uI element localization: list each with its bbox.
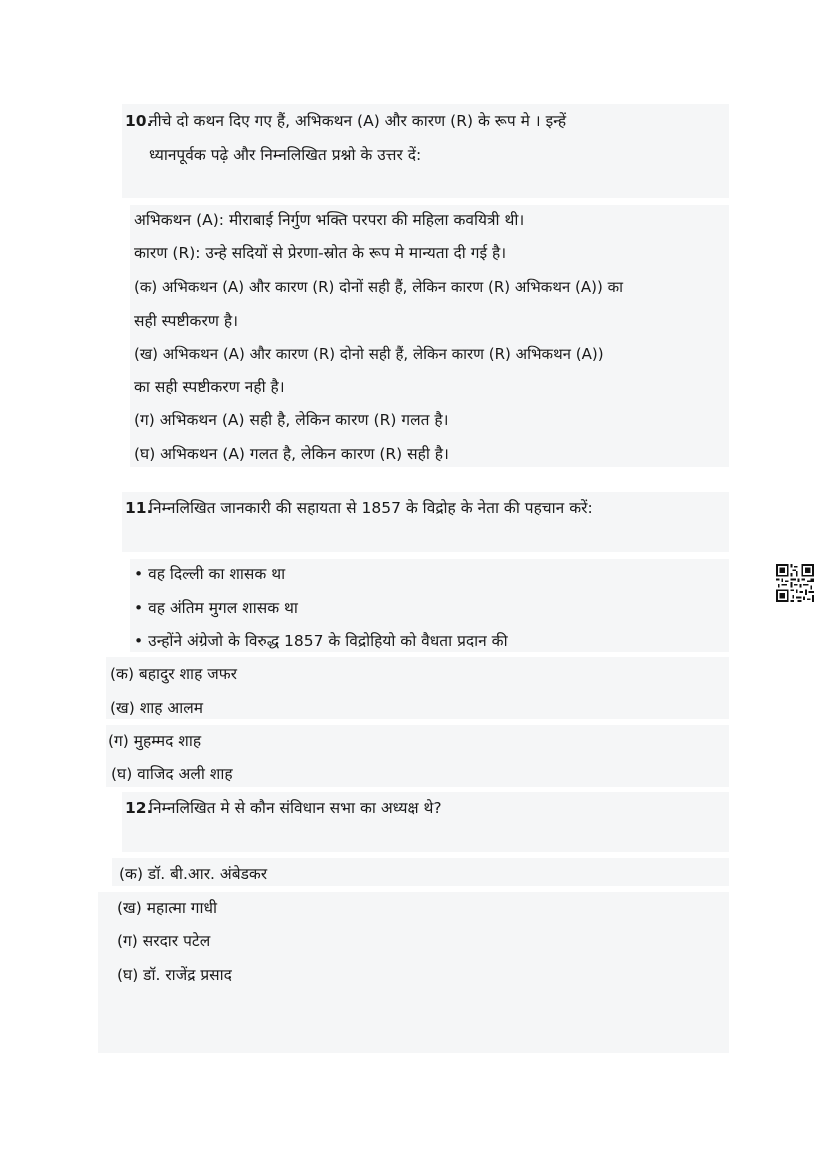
q10-reason: कारण (R): उन्हे सदियों से प्रेरणा-स्रोत के रूप मे मान्यता दी गई है। bbox=[134, 244, 507, 262]
q10-option-a-line2: सही स्पष्टीकरण है। bbox=[134, 312, 239, 330]
q10-option-d: (घ) अभिकथन (A) गलत है, लेकिन कारण (R) सही है। bbox=[134, 445, 449, 463]
q12-number: 12. bbox=[125, 799, 153, 817]
q10-assertion: अभिकथन (A): मीराबाई निर्गुण भक्ति परपरा की महिला कवयित्री थी। bbox=[134, 211, 525, 229]
q12-option-a: (क) डॉ. बी.आर. अंबेडकर bbox=[119, 865, 268, 883]
q11-option-b: (ख) शाह आलम bbox=[110, 699, 204, 717]
q12-stem: निम्नलिखित मे से कौन संविधान सभा का अध्यक्ष थे? bbox=[149, 799, 442, 817]
q10-number: 10. bbox=[125, 112, 153, 130]
qr-code-icon bbox=[776, 564, 814, 602]
q11-option-a: (क) बहादुर शाह जफर bbox=[110, 665, 238, 683]
q11-bullet-1: • वह दिल्ली का शासक था bbox=[134, 565, 286, 583]
q11-bullet-2: • वह अंतिम मुगल शासक था bbox=[134, 599, 298, 617]
q10-stem-line1: नीचे दो कथन दिए गए हैं, अभिकथन (A) और कारण (R) के रूप मे । इन्हें bbox=[149, 112, 567, 130]
q10-option-b-line2: का सही स्पष्टीकरण नही है। bbox=[134, 378, 285, 396]
q12-option-d: (घ) डॉ. राजेंद्र प्रसाद bbox=[117, 966, 232, 984]
q11-number: 11. bbox=[125, 499, 153, 517]
q11-option-c: (ग) मुहम्मद शाह bbox=[108, 732, 202, 750]
q11-option-d: (घ) वाजिद अली शाह bbox=[111, 765, 233, 783]
q11-stem: निम्नलिखित जानकारी की सहायता से 1857 के विद्रोह के नेता की पहचान करें: bbox=[149, 499, 593, 517]
q12-option-c: (ग) सरदार पटेल bbox=[117, 932, 211, 950]
q10-option-a-line1: (क) अभिकथन (A) और कारण (R) दोनों सही हैं, लेकिन कारण (R) अभिकथन (A)) का bbox=[134, 278, 623, 296]
q11-bullet-3: • उन्होंने अंग्रेजो के विरुद्ध 1857 के विद्रोहियो को वैधता प्रदान की bbox=[134, 632, 508, 650]
q10-stem-line2: ध्यानपूर्वक पढ़े और निम्नलिखित प्रश्नो के उत्तर दें: bbox=[149, 146, 422, 164]
q10-option-b-line1: (ख) अभिकथन (A) और कारण (R) दोनो सही हैं, लेकिन कारण (R) अभिकथन (A)) bbox=[134, 345, 604, 363]
q12-option-b: (ख) महात्मा गाधी bbox=[117, 899, 218, 917]
q10-option-c: (ग) अभिकथन (A) सही है, लेकिन कारण (R) गलत है। bbox=[134, 411, 449, 429]
